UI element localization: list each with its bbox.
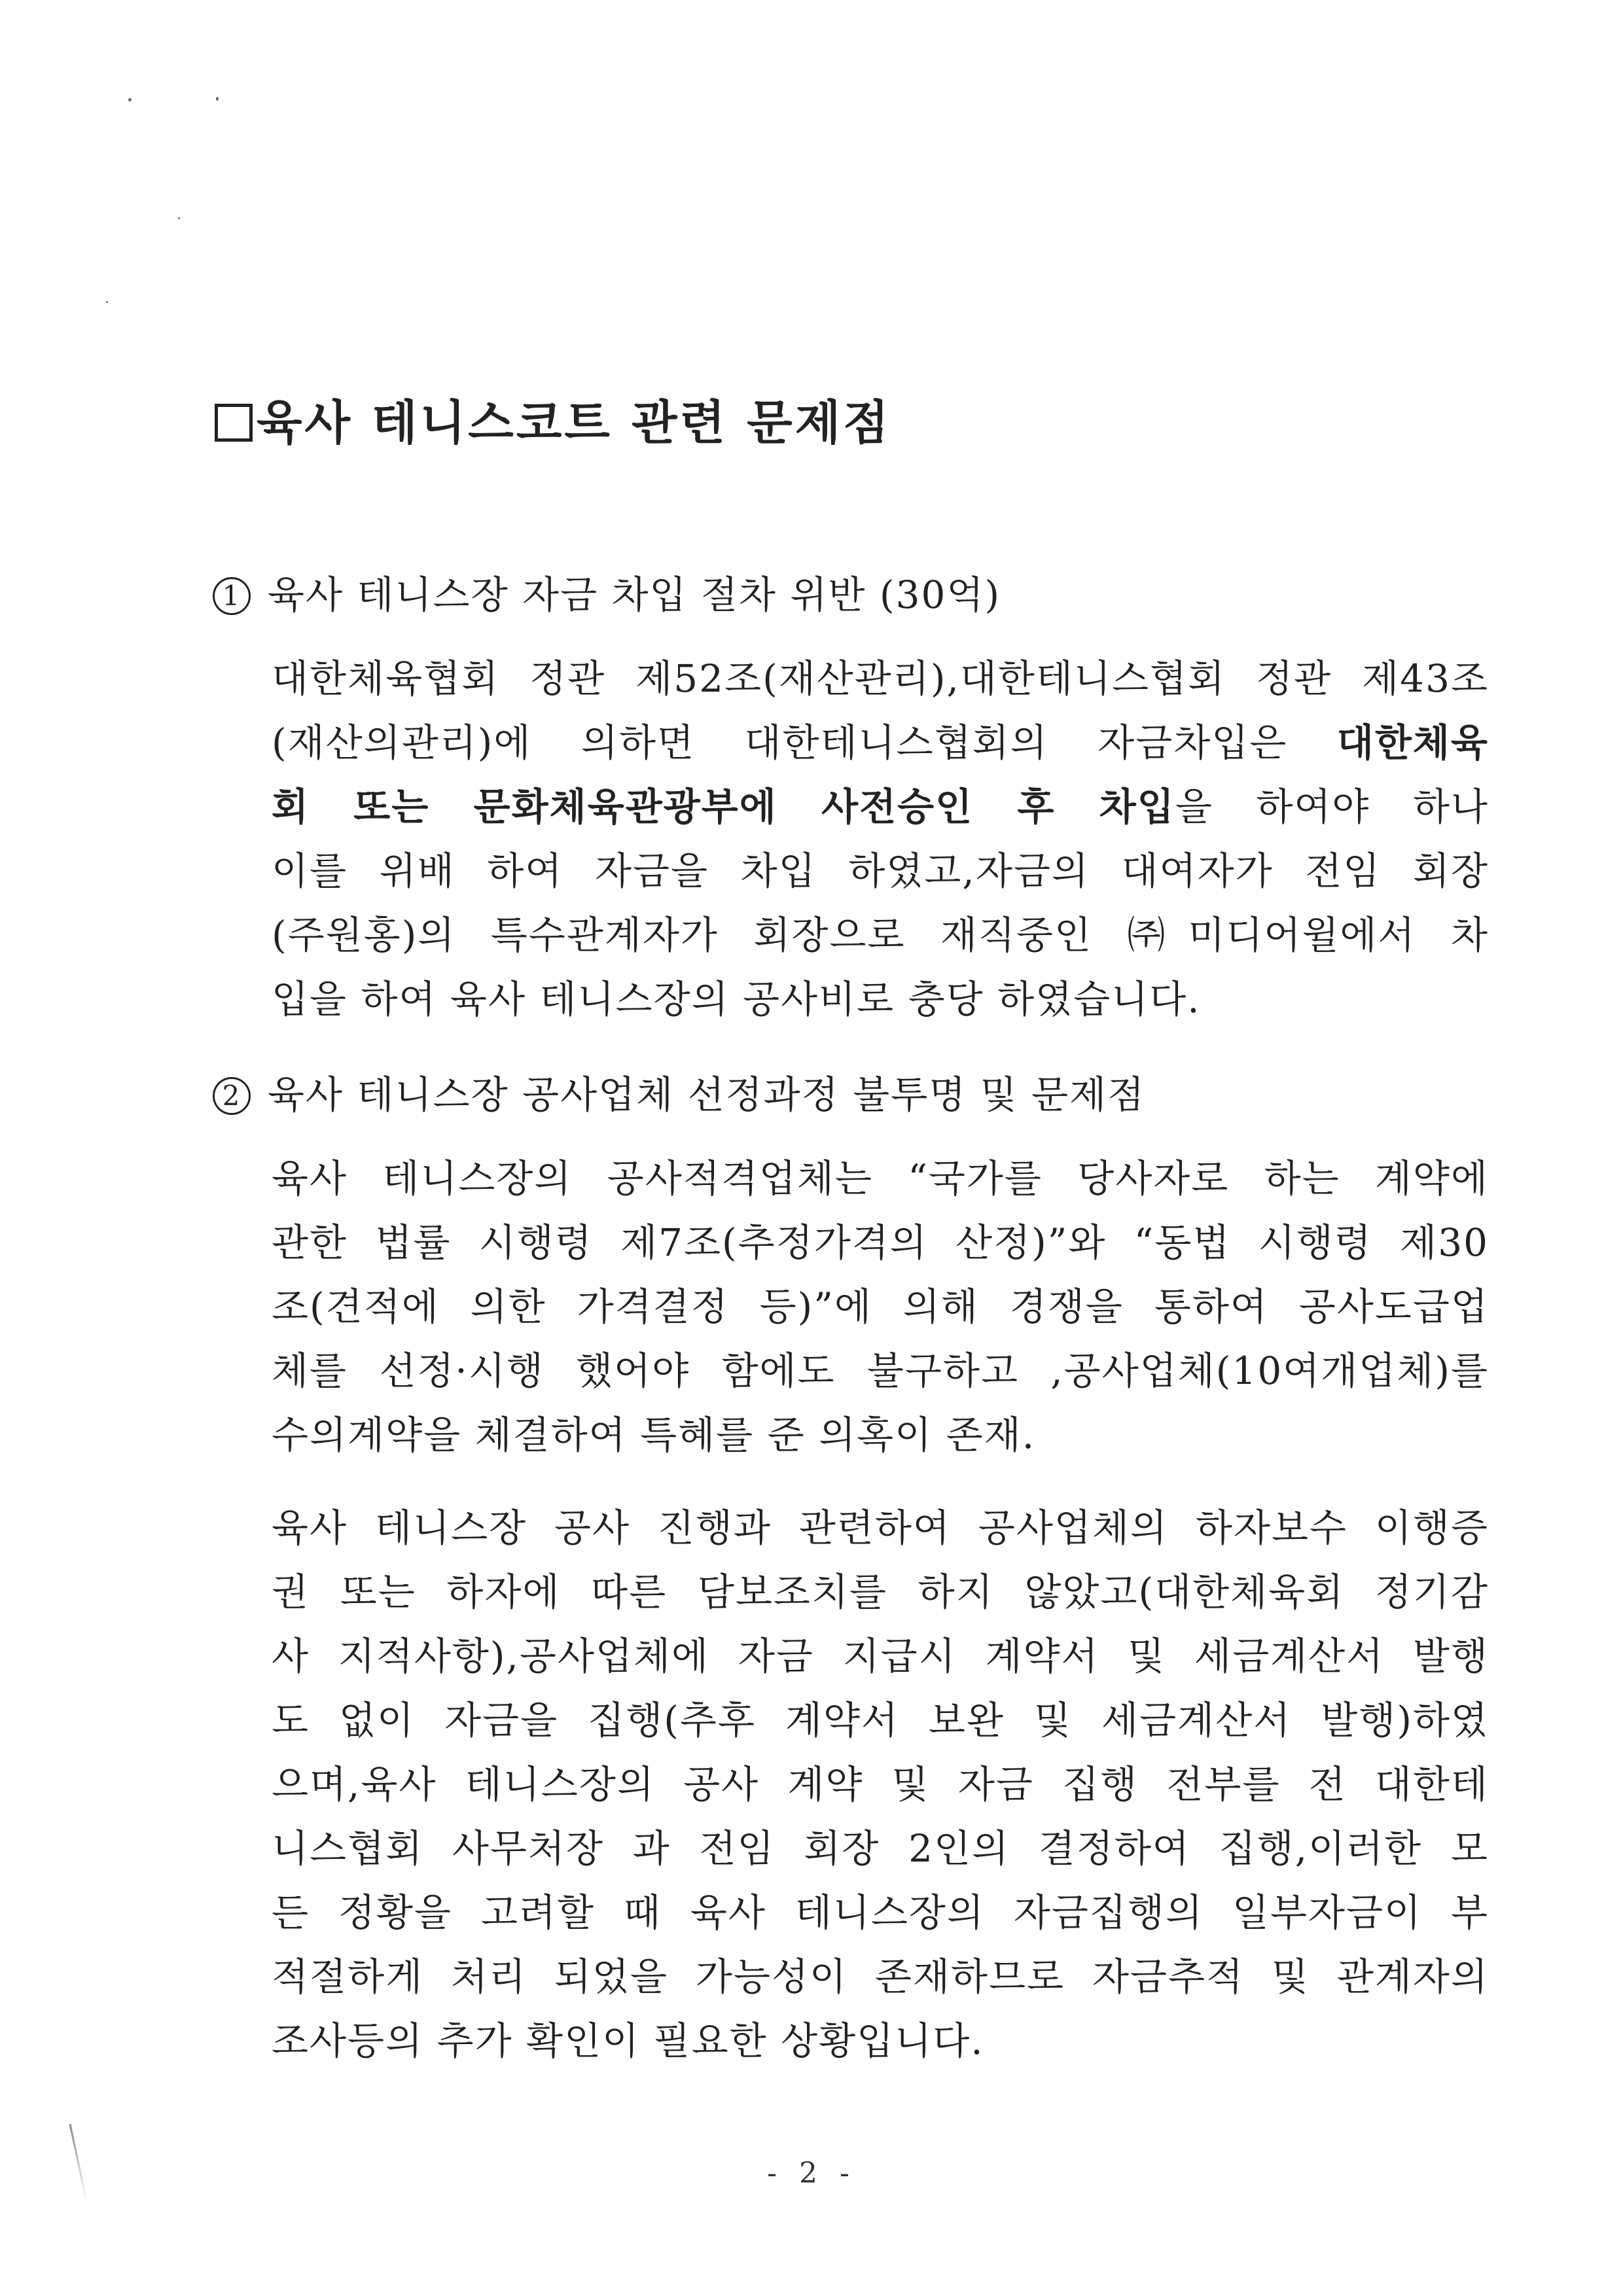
body-text-bold: 회 또는 문화체육관광부에 사전승인 후 차입 xyxy=(272,785,1175,829)
body-line: 입을 하여 육사 테니스장의 공사비로 충당 하였습니다. xyxy=(272,977,1201,1021)
body-text: (재산의관리)에 의하면 대한테니스협회의 자금차입은 xyxy=(272,720,1337,765)
section-2-heading-text: 육사 테니스장 공사업체 선정과정 불투명 및 문제점 xyxy=(268,1072,1146,1117)
body-line: 조(견적에 의한 가격결정 등)”에 의해 경쟁을 통하여 공사도급업 xyxy=(272,1284,1489,1329)
body-line: 적절하게 처리 되었을 가능성이 존재하므로 자금추적 및 관계자의 xyxy=(272,1954,1489,1999)
body-line xyxy=(272,711,1489,775)
body-line: 사 지적사항),공사업체에 자금 지급시 계약서 및 세금계산서 발행 xyxy=(272,1634,1489,1678)
body-text-bold: 대한체육 xyxy=(1336,720,1489,765)
circled-number-1-icon: 1 xyxy=(213,577,251,615)
body-line: 육사 테니스장 공사 진행과 관련하여 공사업체의 하자보수 이행증 xyxy=(272,1506,1489,1550)
page-title-text: 육사 테니스코트 관련 문제점 xyxy=(257,395,891,450)
body-line: 으며,육사 테니스장의 공사 계약 및 자금 집행 전부를 전 대한테 xyxy=(272,1762,1489,1807)
page-number: - 2 - xyxy=(767,2157,856,2190)
body-line: 관한 법률 시행령 제7조(추정가격의 산정)”와 “동법 시행령 제30 xyxy=(272,1220,1489,1265)
body-text: 을 하여야 하나 xyxy=(1175,785,1489,829)
section-2-body-2 xyxy=(272,1496,1489,2073)
checkbox-square-icon xyxy=(215,404,253,442)
body-line: (주원홍)의 특수관계자가 회장으로 재직중인 ㈜미디어윌에서 차 xyxy=(272,913,1489,957)
circled-number-2-icon: 2 xyxy=(213,1077,251,1115)
scan-speck xyxy=(128,98,132,101)
body-line xyxy=(272,775,1489,839)
body-line: 든 정황을 고려할 때 육사 테니스장의 자금집행의 일부자금이 부 xyxy=(272,1890,1489,1935)
section-2-body-1 xyxy=(272,1146,1489,1467)
section-2-heading xyxy=(213,1064,1145,1119)
section-1-heading xyxy=(213,564,1001,619)
body-line: 권 또는 하자에 따른 담보조치를 하지 않았고(대한체육회 정기감 xyxy=(272,1570,1489,1614)
page-title xyxy=(215,385,891,453)
body-line: 조사등의 추가 확인이 필요한 상황입니다. xyxy=(272,2019,984,2063)
scan-speck xyxy=(178,217,180,219)
section-1-heading-text: 육사 테니스장 자금 차입 절차 위반 (30억) xyxy=(268,573,1001,617)
scan-speck xyxy=(106,301,108,303)
body-line: 체를 선정·시행 했어야 함에도 불구하고 ,공사업체(10여개업체)를 xyxy=(272,1349,1489,1393)
body-line: 도 없이 자금을 집행(추후 계약서 보완 및 세금계산서 발행)하였 xyxy=(272,1698,1489,1742)
section-1-body xyxy=(272,646,1489,1031)
body-line: 대한체육협회 정관 제52조(재산관리),대한테니스협회 정관 제43조 xyxy=(272,656,1489,701)
body-line: 수의계약을 체결하여 특혜를 준 의혹이 존재. xyxy=(272,1413,1036,1457)
body-line: 육사 테니스장의 공사적격업체는 “국가를 당사자로 하는 계약에 xyxy=(272,1156,1489,1201)
scan-speck xyxy=(216,97,219,101)
body-line: 니스협회 사무처장 과 전임 회장 2인의 결정하여 집행,이러한 모 xyxy=(272,1826,1489,1871)
body-line: 이를 위배 하여 자금을 차입 하였고,자금의 대여자가 전임 회장 xyxy=(272,849,1489,893)
